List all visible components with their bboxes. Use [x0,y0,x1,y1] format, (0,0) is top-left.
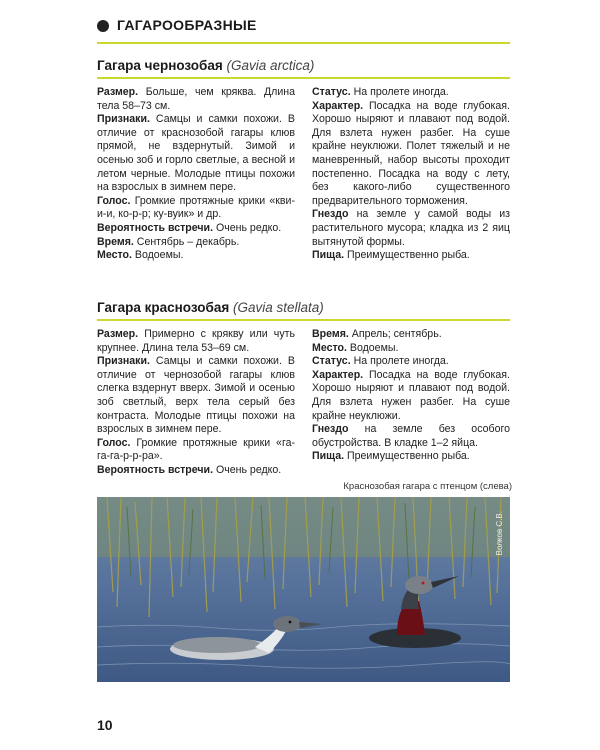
species-title [97,57,510,75]
food-paragraph: Пища. Преимущественно рыба. [312,249,470,262]
loon-photo [97,497,510,682]
probability-paragraph: Вероятность встречи. Очень редко. [97,463,282,476]
size-paragraph: Размер. Примерно с крякву или чуть крупнее. Длина тела 53–69 см. [97,328,295,354]
character-paragraph: Характер. Посадка на воде глубокая. Хорошо ныряют и плавают под водой. Для взлета нужен разбег. На суше крайне неуклюжи. [312,368,510,422]
photo-caption: Краснозобая гагара с птенцом (слева) [343,481,512,492]
species-latin-name: (Gavia arctica) [226,58,315,73]
nest-paragraph: Гнездо на земле без особого обустройства. В кладке 1–2 яйца. [312,423,510,449]
voice-paragraph: Голос. Громкие протяжные крики «кви-и-и, ко-р-р; ку-вуик» и др. [97,194,295,221]
food-paragraph: Пища. Преимущественно рыба. [312,450,470,463]
species-name: Гагара чернозобая [97,58,223,73]
species-name: Гагара краснозобая [97,300,230,315]
status-paragraph: Статус. На пролете иногда. [312,86,449,98]
photo-credit: Волков С.В. [495,511,504,556]
nest-paragraph: Гнездо на земле у самой воды из растительного мусора; кладка из 2 яиц вытянутой формы. [312,208,510,248]
page-number: 10 [97,717,113,733]
section-header [97,14,510,44]
species-2-heading [97,299,510,321]
species-latin-name: (Gavia stellata) [232,300,324,315]
species-1-heading [97,57,510,79]
header-rule [97,42,510,44]
character-paragraph: Характер. Посадка на воде глубокая. Хорошо ныряют и плавают под водой. Для взлета нужен разбег. На суше крайне неуклюжи. Полет тяжелый и не маневренный, набор высоты проходит постепенно. Посадка на воду с лету, без какого-либо существенного предварительного торможения. [312,99,510,207]
probability-paragraph: Вероятность встречи. Очень редко. [97,221,282,234]
section-title: ГАГАРООБРАЗНЫЕ [117,17,257,33]
signs-paragraph: Признаки. Самцы и самки похожи. В отличие от чернозобой гагары клюв слегка вздернут вверх. Зимой и осенью зоб светлый, верх тела серый без контраста. Молодые птицы похожи на взрослых в зимнем пере. [97,355,295,436]
species-1-right-column [312,86,510,263]
status-paragraph: Статус. На пролете иногда. [312,355,449,368]
species-2-right-column [312,328,510,464]
time-paragraph: Время. Сентябрь – декабрь. [97,235,240,248]
size-paragraph: Размер. Больше, чем кряква. Длина тела 58–73 см. [97,86,295,112]
bullet-icon [97,20,109,32]
photo-illustration [97,497,510,682]
place-paragraph: Место. Водоемы. [97,249,184,262]
species-title [97,299,510,317]
species-rule [97,319,510,321]
voice-paragraph: Голос. Громкие протяжные крики «га-га-га-р-р-ра». [97,436,295,463]
time-paragraph: Время. Апрель; сентябрь. [312,328,442,340]
species-1-left-column [97,86,295,263]
signs-paragraph: Признаки. Самцы и самки похожи. В отличие от краснозобой гагары клюв прямой, не вздернутый. Зимой и осенью зоб и горло светлые, а весной и летом черные. Молодые птицы похожи на взрослых в зимнем пере. [97,113,295,194]
species-2-left-column [97,328,295,478]
place-paragraph: Место. Водоемы. [312,341,399,354]
species-rule [97,77,510,79]
